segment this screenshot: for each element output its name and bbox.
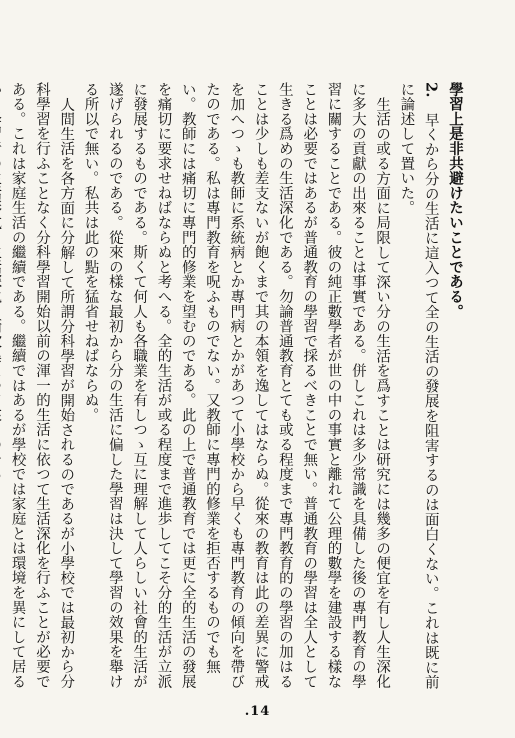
item-number: 2. (422, 82, 440, 98)
paragraph-2-text: 早くから分の生活に這入つて全の生活の發展を阻害するのは面白くない。これは既に前に論述して置いた。 (398, 82, 439, 690)
vertical-text-body (9, 82, 467, 692)
page-number: .14 (244, 704, 271, 719)
paragraph-1: 學習上是非共避けたいことである。 (447, 82, 464, 319)
paragraph-3: 生活の或る方面に局限して深い分の生活を爲すことは研究には幾多の便宜を有し人生深化に多大の貢獻の出來ることは事實である。併しこれは多少常識を具備した後の專門教育の學習に關することである。彼の純正數學者が世の中の事實と離れて公理的數學を建設する樣なことは必要ではあるが普通教育の學習で採るべきことで無い。普通教育の學習は全人として生きる爲めの生活深化である。勿論普通教育とても或る程度まで專門教育的の學習の加はることは少しも差支ないが飽くまで其の本領を逸してはならぬ。從來の教育は此の差異に警戒を加へつゝも教師に系統病とか專門病とかがあつて小學校から早くも專門教育の傾向を帶びたのである。私は專門教育を呪ふものでない。又教師に專門的修業を拒否するものでも無い。教師には痛切に專門的修業を望むのである。此の上で普通教育では更に全的生活の發展を痛切に要求せねばならぬと考へる。全的生活が或る程度まで進歩してこそ分的生活が立派に發展するものである。斯くて何人も各職業を有しつゝ互に理解して人らしい社會的生活が遂げられるのである。從來の樣な最初から分の生活に偏した學習は決して學習の效果を舉ける所以で無い。私共は此の點を猛省せねばならぬ。 (82, 82, 391, 689)
paragraph-2 (394, 82, 443, 692)
paragraph-4: 人間生活を各方面に分解して所謂分科學習が開始されるのであるが小學校では最初から分科學習を行ふことなく分科學習開始以前の渾一的生活に依つて生活深化を行ふことが必要である。これは家庭生活の繼續である。繼續ではあるが學校では家庭とは環境を異にして居る (9, 82, 75, 689)
